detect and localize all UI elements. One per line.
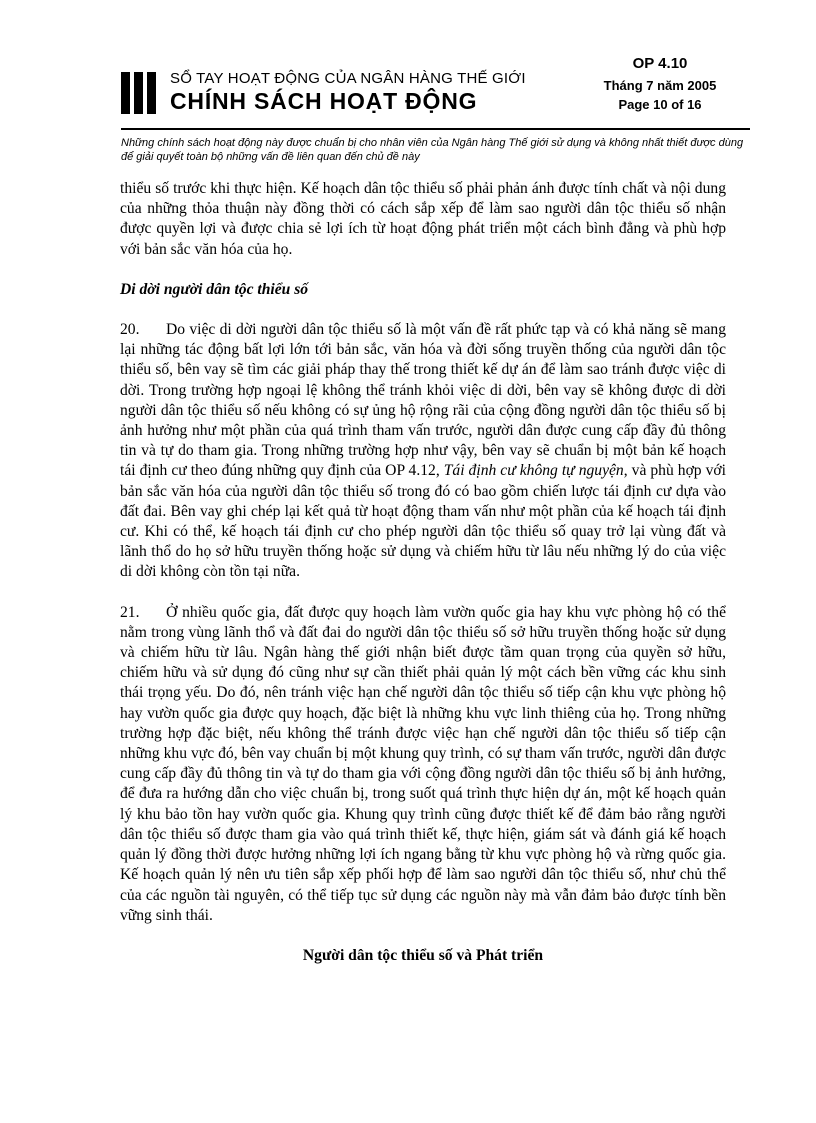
intro-paragraph: thiểu số trước khi thực hiện. Kế hoạch dân tộc thiểu số phải phản ánh được tính chất và nội dung của những thỏa thuận này đồng thời có cách sắp xếp để làm sao người dân tộc thiểu số nhận được quyền lợi và được chia sẻ lợi ích từ hoạt động phát triển một cách bình đẳng và phù hợp với bản sắc văn hóa của họ. (120, 180, 726, 258)
page-number: Page 10 of 16 (618, 97, 702, 112)
policy-title: CHÍNH SÁCH HOẠT ĐỘNG (170, 88, 478, 114)
section-heading: Di dời người dân tộc thiểu số (120, 280, 309, 298)
paragraph-text: Do việc di dời người dân tộc thiểu số là một vấn đề rất phức tạp và có khả năng sẽ mang lại những tác động bất lợi lớn tới bản sắc, văn hóa và đời sống truyền thống của người dân tộc thiểu số, bên vay sẽ tìm các giải pháp thay thế trong thiết kế dự án để làm sao tránh được việc di dời. Trong trường hợp ngoại lệ không thể tránh khỏi việc di dời, bên vay sẽ không được di dời người dân tộc thiểu số nếu không có sự ủng hộ rộng rãi của cộng đồng người dân tộc thiểu số bị ảnh hưởng như một phần của quá trình tham vấn trước, người dân được cung cấp đầy đủ thông tin và tự do tham gia. Trong những trường hợp như vậy, bên vay sẽ chuẩn bị một bản kế hoạch tái định cư theo đúng những quy định của OP 4.12, (120, 321, 726, 480)
logo-bar (134, 72, 143, 114)
logo-bar (147, 72, 156, 114)
header-divider (121, 128, 750, 130)
document-body (120, 179, 726, 966)
paragraph-21 (120, 603, 726, 926)
publication-date: Tháng 7 năm 2005 (603, 78, 717, 93)
world-bank-logo-bars (121, 72, 161, 114)
logo-bar (121, 72, 130, 114)
policy-reference: Tái định cư không tự nguyện (443, 462, 624, 480)
manual-name: SỔ TAY HOẠT ĐỘNG CỦA NGÂN HÀNG THẾ GIỚI (170, 70, 526, 87)
paragraph-number: 20. (120, 321, 140, 339)
paragraph-text-continued: , và phù hợp với bản sắc văn hóa của người dân tộc thiểu số trong đó có bao gồm chiến lược tái định cư dựa vào đất đai. Bên vay ghi chép lại kết quả từ hoạt động tham vấn như một phần của kế hoạch tái định cư. Khi có thể, kế hoạch tái định cư cho phép người dân tộc thiểu số quay trở lại vùng đất và lãnh thổ do họ sở hữu truyền thống hoặc sử dụng và chiếm hữu từ lâu nếu những lý do của việc di dời không còn tồn tại nữa. (120, 462, 726, 581)
op-number: OP 4.10 (632, 55, 688, 72)
paragraph-number: 21. (120, 603, 140, 621)
section-title: Người dân tộc thiểu số và Phát triển (302, 946, 544, 964)
paragraph-text: Ở nhiều quốc gia, đất được quy hoạch làm vườn quốc gia hay khu vực phòng hộ có thể nằm trong vùng lãnh thổ và đất đai do người dân tộc thiểu số sở hữu truyền thống hoặc sử dụng và chiếm hữu từ lâu. Ngân hàng thế giới nhận biết được tầm quan trọng của quyền sở hữu, chiếm hữu và sử dụng đó cũng như sự cần thiết phải quản lý một cách bền vững các khu sinh thái trọng yếu. Do đó, nên tránh việc hạn chế người dân tộc thiểu số tiếp cận khu vực phòng hộ hay vườn quốc gia được quy hoạch, đặc biệt là những khu vực linh thiêng của họ. Trong những trường hợp đặc biệt, nếu không thể tránh được việc hạn chế người dân tộc thiểu số tiếp cận những khu vực đó, bên vay chuẩn bị một khung quy trình, có sự tham vấn trước, người dân được cung cấp đầy đủ thông tin và tự do tham gia với cộng đồng người dân tộc thiểu số bị ảnh hưởng, để đưa ra hướng dẫn cho việc chuẩn bị, trong suốt quá trình thực hiện dự án, một kế hoạch quản lý khu bảo tồn hay vườn quốc gia. Khung quy trình cũng được thiết kế để đảm bảo rằng người dân tộc thiểu số được tham gia vào quá trình thiết kế, thực hiện, giám sát và đánh giá kế hoạch quản lý đồng thời được hưởng những lợi ích ngang bằng từ khu vực phòng hộ và rừng quốc gia. Kế hoạch quản lý nên ưu tiên sắp xếp phối hợp để làm sao người dân tộc thiểu số, như chủ thể của các nguồn tài nguyên, có thể tiếp tục sử dụng các nguồn này mà vẫn đảm bảo được tính bền vững sinh thái. (120, 603, 726, 924)
header-disclaimer: Những chính sách hoạt động này được chuẩn bị cho nhân viên của Ngân hàng Thế giới sử dụng và không nhất thiết được dùng để giải quyết toàn bộ những vấn đề liên quan đến chủ đề này (121, 137, 744, 163)
paragraph-20 (120, 320, 726, 583)
